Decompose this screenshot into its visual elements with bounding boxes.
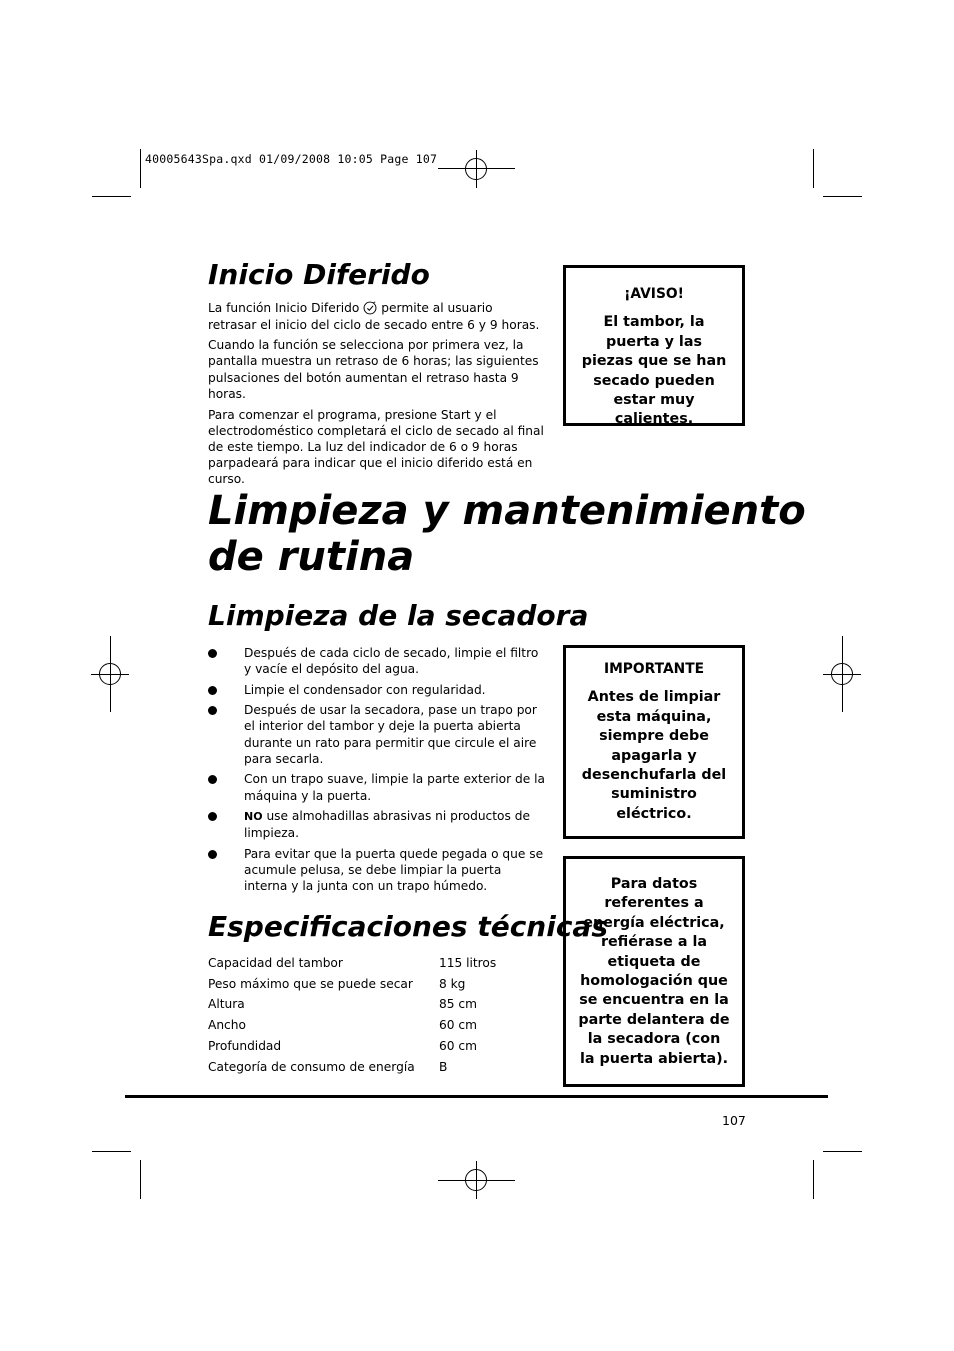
list-item: Después de cada ciclo de secado, limpie el filtro y vacíe el depósito del agua. — [208, 645, 546, 677]
bullet-dot-icon — [208, 706, 217, 715]
table-row: Profundidad 60 cm — [208, 1038, 477, 1053]
energy-info-text: Para datos referentes a energía eléctrica, refiérase a la etiqueta de homologación que se encuentra en la parte delantera de la secadora (con la puerta abierta). — [578, 876, 730, 1067]
inicio-paragraph-3: Para comenzar el programa, presione Start y el electrodoméstico completará el ciclo de secado al final de este tiempo. La luz del indicador de 6 o 9 horas parpadeará para indicar que el inicio diferido está en curso. — [208, 407, 544, 487]
page-title-line-2: de rutina — [208, 534, 415, 580]
crop-mark — [140, 1160, 141, 1199]
crop-mark — [823, 1151, 862, 1152]
crop-mark — [140, 149, 141, 188]
section-title-especificaciones: Especificaciones técnicas — [208, 910, 608, 943]
bullet-dot-icon — [208, 686, 217, 695]
important-text: Antes de limpiar esta máquina, siempre debe apagarla y desenchufarla del suministro eléctrico. — [581, 689, 727, 822]
print-slug: 40005643Spa.qxd 01/09/2008 10:05 Page 107 — [145, 152, 438, 166]
table-row: Categoría de consumo de energía B — [208, 1059, 448, 1074]
inicio-diferido-body — [208, 300, 544, 492]
section-title-limpieza: Limpieza de la secadora — [208, 599, 589, 632]
crop-mark — [92, 1151, 131, 1152]
table-row: Peso máximo que se puede secar 8 kg — [208, 976, 466, 991]
delay-clock-icon — [363, 301, 377, 315]
inicio-paragraph-2: Cuando la función se selecciona por primera vez, la pantalla muestra un retraso de 6 horas; las siguientes pulsaciones del botón aumentan el retraso hasta 9 horas. — [208, 338, 539, 401]
cleaning-list — [208, 645, 546, 899]
no-emphasis: NO — [244, 810, 263, 824]
list-item: Para evitar que la puerta quede pegada o que se acumule pelusa, se debe limpiar la puerta interna y la junta con un trapo húmedo. — [208, 846, 546, 895]
list-item: Después de usar la secadora, pase un trapo por el interior del tambor y deje la puerta abierta durante un rato para permitir que circule el aire para secarla. — [208, 702, 546, 767]
important-box — [563, 645, 745, 839]
list-item: Con un trapo suave, limpie la parte exterior de la máquina y la puerta. — [208, 771, 546, 803]
energy-info-box — [563, 856, 745, 1087]
inicio-paragraph-1: La función Inicio Diferido permite al usuario retrasar el inicio del ciclo de secado entre 6 y 9 horas. — [208, 301, 540, 332]
list-item: NO use almohadillas abrasivas ni productos de limpieza. — [208, 808, 546, 841]
warning-title: ¡AVISO! — [624, 286, 684, 302]
page-title-line-1: Limpieza y mantenimiento — [208, 488, 806, 534]
specs-table — [208, 953, 548, 1077]
registration-mark-icon — [823, 674, 861, 675]
bullet-dot-icon — [208, 850, 217, 859]
warning-text: El tambor, la puerta y las piezas que se han secado pueden estar muy calientes. — [581, 314, 727, 428]
registration-mark-icon — [476, 150, 477, 188]
registration-mark-icon — [91, 674, 129, 675]
bullet-dot-icon — [208, 775, 217, 784]
list-item: Limpie el condensador con regularidad. — [208, 682, 546, 698]
table-row: Capacidad del tambor 115 litros — [208, 956, 497, 970]
table-row: Altura 85 cm — [208, 997, 477, 1012]
registration-mark-icon — [438, 168, 515, 169]
important-title: IMPORTANTE — [603, 661, 705, 677]
table-row: Ancho 60 cm — [208, 1018, 477, 1033]
crop-mark — [92, 196, 131, 197]
crop-mark — [813, 149, 814, 188]
warning-box — [563, 265, 745, 426]
crop-mark — [823, 196, 862, 197]
section-title-inicio-diferido: Inicio Diferido — [208, 258, 430, 291]
registration-mark-icon — [438, 1180, 515, 1181]
bullet-dot-icon — [208, 649, 217, 658]
crop-mark — [813, 1160, 814, 1199]
bullet-dot-icon — [208, 812, 217, 821]
page-title — [208, 488, 806, 580]
footer-rule — [125, 1095, 828, 1098]
page-number: 107 — [722, 1113, 746, 1128]
